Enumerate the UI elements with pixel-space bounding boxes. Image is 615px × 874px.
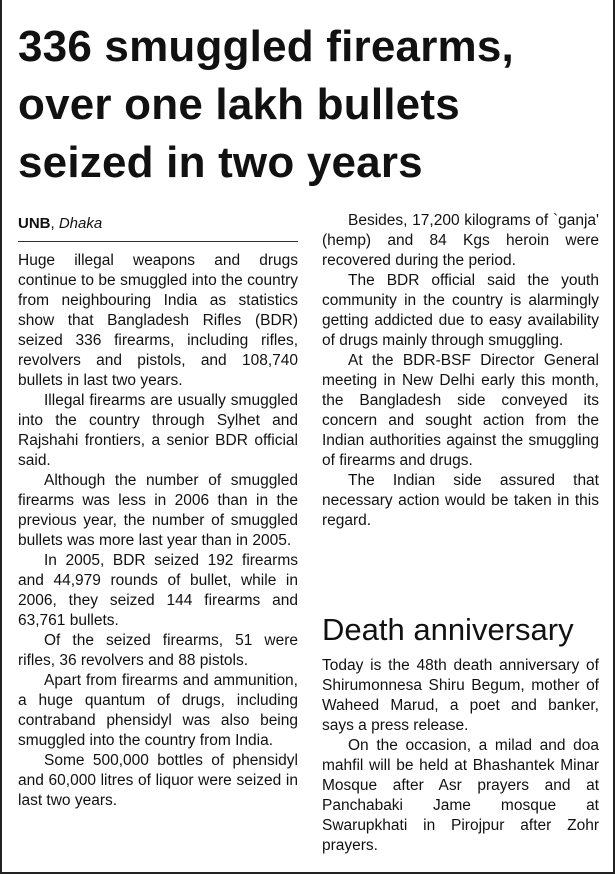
byline	[18, 215, 298, 233]
story-paragraph: The Indian side assured that necessary action would be taken in this regard.	[322, 472, 599, 529]
death-anniversary-paragraph: Today is the 48th death anniversary of Shirumonnesa Shiru Begum, mother of Waheed Marud, a poet and banker, says a press release.	[322, 657, 599, 734]
story-paragraph: Huge illegal weapons and drugs continue to be smuggled into the country from neighbouring India as statistics show that Bangladesh Rifles (BDR) seized 336 firearms, including rifles, revolvers and pistols, and 108,740 bullets in last two years.	[18, 252, 298, 389]
byline-divider	[18, 241, 298, 242]
story-paragraph: Of the seized firearms, 51 were rifles, 36 revolvers and 88 pistols.	[18, 632, 298, 669]
frame-left-border	[0, 0, 2, 874]
story-paragraph: Besides, 17,200 kilograms of `ganja' (hemp) and 84 Kgs heroin were recovered during the period.	[322, 212, 599, 269]
headline: 336 smuggled firearms, over one lakh bullets seized in two years	[18, 22, 514, 187]
story-paragraph: Some 500,000 bottles of phensidyl and 60,000 litres of liquor were seized in last two years.	[18, 752, 298, 809]
byline-place: Dhaka	[58, 215, 103, 232]
story-paragraph: At the BDR-BSF Director General meeting in New Delhi early this month, the Bangladesh side conveyed its concern and sought action from the Indian authorities against the smuggling of firearms and drugs.	[322, 352, 599, 469]
byline-separator: ,	[50, 215, 59, 232]
byline-agency: UNB	[18, 215, 51, 232]
death-anniversary-body	[322, 656, 599, 856]
story-paragraph: The BDR official said the youth community in the country is alarmingly getting addicted due to easy availability of drugs mainly through smuggling.	[322, 272, 599, 349]
story-paragraph: In 2005, BDR seized 192 firearms and 44,979 rounds of bullet, while in 2006, they seized 144 firearms and 63,761 bullets.	[18, 552, 298, 629]
story-paragraph: Apart from firearms and ammunition, a huge quantum of drugs, including contraband phensidyl was also being smuggled into the country from India.	[18, 672, 298, 749]
death-anniversary-paragraph: On the occasion, a milad and doa mahfil will be held at Bhashantek Minar Mosque after Asr prayers and at Panchabaki Jame mosque at Swarupkhati in Pirojpur after Zohr prayers.	[322, 737, 599, 854]
story-column-right	[322, 211, 599, 531]
story-paragraph: Although the number of smuggled firearms was less in 2006 than in the previous year, the number of smuggled bullets was more last year than in 2005.	[18, 472, 298, 549]
story-paragraph: Illegal firearms are usually smuggled into the country through Sylhet and Rajshahi frontiers, a senior BDR official said.	[18, 392, 298, 469]
death-anniversary-heading: Death anniversary	[322, 612, 574, 647]
story-column-left	[18, 251, 298, 811]
